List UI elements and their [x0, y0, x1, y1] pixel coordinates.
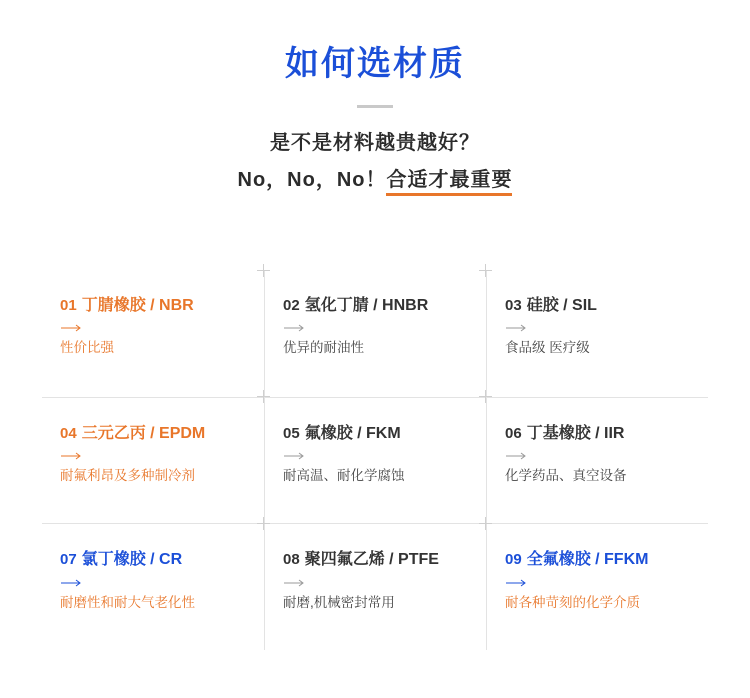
material-number: 07 — [60, 551, 77, 569]
material-card-01 — [42, 270, 264, 397]
material-name: 氟橡胶 / FKM — [304, 424, 401, 442]
arrow-right-icon — [61, 324, 83, 332]
header — [0, 0, 750, 192]
material-name: 丁腈橡胶 / NBR — [81, 297, 194, 314]
material-desc: 优异的耐油性 — [283, 340, 364, 356]
material-desc: 耐氟利昂及多种制冷剂 — [60, 467, 195, 483]
material-title — [60, 296, 256, 315]
material-title — [60, 424, 256, 443]
material-desc: 耐各种苛刻的化学介质 — [505, 594, 640, 610]
material-number: 08 — [283, 551, 300, 569]
material-number: 09 — [505, 551, 522, 569]
page-title: 如何选材质 — [285, 45, 465, 83]
arrow-right-icon — [506, 579, 528, 587]
material-number: 06 — [505, 424, 522, 442]
arrow-right-icon — [284, 452, 306, 460]
subtitle-answer — [0, 163, 750, 192]
material-card-07 — [42, 523, 264, 650]
arrow-right-icon — [284, 579, 306, 587]
material-desc: 食品级 医疗级 — [505, 340, 590, 356]
material-title — [505, 424, 700, 443]
material-number: 03 — [505, 297, 522, 314]
material-name: 丁基橡胶 / IIR — [526, 424, 625, 442]
material-name: 氢化丁腈 / HNBR — [304, 297, 429, 314]
material-title — [60, 550, 256, 569]
material-desc: 化学药品、真空设备 — [505, 467, 627, 483]
material-number: 02 — [283, 297, 300, 314]
material-card-04 — [42, 397, 264, 524]
subtitle-answer-prefix: No，No，No！ — [237, 168, 387, 191]
material-number: 01 — [60, 297, 77, 314]
arrow-right-icon — [284, 324, 306, 332]
material-number: 04 — [60, 424, 77, 442]
material-desc: 性价比强 — [60, 340, 114, 356]
material-name: 聚四氟乙烯 / PTFE — [304, 551, 439, 569]
subtitle-question: 是不是材料越贵越好？ — [270, 131, 480, 154]
material-card-02 — [264, 270, 486, 397]
material-title — [283, 296, 478, 315]
material-title — [505, 550, 700, 569]
material-card-09 — [486, 523, 708, 650]
material-title — [283, 550, 478, 569]
title-divider — [357, 105, 393, 108]
material-card-06 — [486, 397, 708, 524]
arrow-right-icon — [61, 452, 83, 460]
material-name: 硅胶 / SIL — [526, 297, 597, 314]
material-desc: 耐磨,机械密封常用 — [283, 594, 395, 610]
material-card-05 — [264, 397, 486, 524]
material-name: 氯丁橡胶 / CR — [81, 551, 183, 569]
material-title — [505, 296, 700, 315]
material-card-03 — [486, 270, 708, 397]
material-name: 全氟橡胶 / FFKM — [526, 551, 649, 569]
arrow-right-icon — [61, 579, 83, 587]
material-desc: 耐磨性和耐大气老化性 — [60, 594, 195, 610]
arrow-right-icon — [506, 324, 528, 332]
material-number: 05 — [283, 424, 300, 442]
material-card-08 — [264, 523, 486, 650]
materials-grid — [42, 270, 708, 650]
material-desc: 耐高温、耐化学腐蚀 — [283, 467, 405, 483]
material-name: 三元乙丙 / EPDM — [81, 424, 206, 442]
subtitle-answer-highlight: 合适才最重要 — [386, 169, 512, 196]
material-title — [283, 424, 478, 443]
arrow-right-icon — [506, 452, 528, 460]
materials-grid-wrapper — [42, 270, 708, 650]
